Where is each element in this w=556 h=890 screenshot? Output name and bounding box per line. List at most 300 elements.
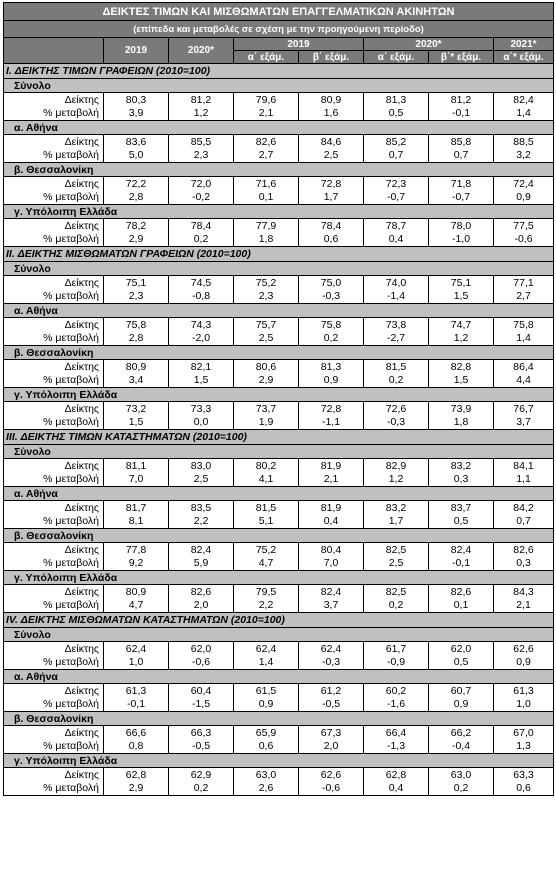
value-cell bbox=[299, 177, 364, 205]
group-title: β. Θεσσαλονίκη bbox=[4, 346, 554, 360]
index-value: 84,3 bbox=[513, 585, 534, 598]
index-value: 78,2 bbox=[125, 219, 147, 232]
index-value: 83,6 bbox=[125, 135, 147, 148]
index-value: 84,2 bbox=[513, 501, 534, 514]
change-value: 1,7 bbox=[323, 190, 339, 203]
index-label: Δείκτης bbox=[64, 93, 99, 106]
index-value: 61,3 bbox=[125, 684, 147, 697]
index-value: 83,5 bbox=[190, 501, 212, 514]
group-row bbox=[4, 445, 554, 459]
index-value: 77,8 bbox=[125, 543, 147, 556]
index-value: 72,0 bbox=[190, 177, 212, 190]
index-label: Δείκτης bbox=[64, 360, 99, 373]
value-cell bbox=[364, 177, 429, 205]
change-value: -1,3 bbox=[386, 739, 406, 752]
value-cell bbox=[364, 360, 429, 388]
value-cell bbox=[494, 726, 554, 754]
index-value: 62,9 bbox=[190, 768, 212, 781]
change-value: 2,7 bbox=[258, 148, 274, 161]
change-value: 0,2 bbox=[193, 232, 209, 245]
section-row bbox=[4, 64, 554, 79]
change-value: 2,5 bbox=[258, 331, 274, 344]
value-cell bbox=[234, 276, 299, 304]
change-value: -0,7 bbox=[386, 190, 406, 203]
change-value: 0,2 bbox=[323, 331, 339, 344]
row-labels bbox=[4, 768, 104, 796]
index-value: 75,1 bbox=[450, 276, 472, 289]
table-row bbox=[4, 768, 554, 796]
index-value: 80,2 bbox=[255, 459, 277, 472]
index-value: 86,4 bbox=[513, 360, 534, 373]
value-cell bbox=[364, 684, 429, 712]
index-value: 81,5 bbox=[385, 360, 407, 373]
index-value: 78,7 bbox=[385, 219, 407, 232]
value-cell bbox=[299, 501, 364, 529]
group-row bbox=[4, 712, 554, 726]
row-labels bbox=[4, 219, 104, 247]
header-h2-2019: β΄ εξάμ. bbox=[299, 51, 364, 64]
change-value: 0,8 bbox=[128, 739, 144, 752]
value-cell bbox=[234, 177, 299, 205]
group-title: α. Αθήνα bbox=[4, 121, 554, 135]
change-value: 0,4 bbox=[388, 232, 404, 245]
index-value: 62,8 bbox=[125, 768, 147, 781]
change-value: 1,0 bbox=[128, 655, 144, 668]
index-value: 60,7 bbox=[450, 684, 472, 697]
index-value: 81,7 bbox=[125, 501, 147, 514]
group-row bbox=[4, 262, 554, 276]
change-value: 2,2 bbox=[258, 598, 274, 611]
index-value: 82,5 bbox=[385, 585, 407, 598]
value-cell bbox=[169, 768, 234, 796]
value-cell bbox=[364, 726, 429, 754]
table-row bbox=[4, 219, 554, 247]
index-value: 82,5 bbox=[385, 543, 407, 556]
header-row-years bbox=[4, 38, 554, 51]
index-label: Δείκτης bbox=[64, 684, 99, 697]
group-title: β. Θεσσαλονίκη bbox=[4, 163, 554, 177]
change-value: 2,5 bbox=[193, 472, 209, 485]
value-cell bbox=[104, 642, 169, 670]
table-body bbox=[4, 3, 554, 796]
table-row bbox=[4, 135, 554, 163]
value-cell bbox=[104, 543, 169, 571]
index-value: 75,8 bbox=[125, 318, 147, 331]
header-half-2020: 2020* bbox=[364, 38, 494, 51]
change-value: 0,9 bbox=[453, 697, 469, 710]
index-value: 75,2 bbox=[255, 543, 277, 556]
index-label: Δείκτης bbox=[64, 501, 99, 514]
change-value: 0,9 bbox=[516, 190, 531, 203]
index-value: 65,9 bbox=[255, 726, 277, 739]
group-title: β. Θεσσαλονίκη bbox=[4, 712, 554, 726]
change-value: 0,6 bbox=[258, 739, 274, 752]
value-cell bbox=[429, 360, 494, 388]
change-value: 2,5 bbox=[323, 148, 339, 161]
index-value: 74,7 bbox=[450, 318, 472, 331]
index-value: 62,8 bbox=[385, 768, 407, 781]
value-cell bbox=[299, 642, 364, 670]
index-value: 63,0 bbox=[255, 768, 277, 781]
change-value: -0,3 bbox=[386, 415, 406, 428]
value-cell bbox=[169, 276, 234, 304]
value-cell bbox=[169, 459, 234, 487]
index-value: 81,1 bbox=[125, 459, 147, 472]
change-value: 1,4 bbox=[516, 331, 531, 344]
change-value: 0,5 bbox=[453, 655, 469, 668]
value-cell bbox=[169, 642, 234, 670]
change-value: 0,4 bbox=[323, 514, 339, 527]
value-cell bbox=[104, 459, 169, 487]
change-value: -0,4 bbox=[451, 739, 471, 752]
group-row bbox=[4, 205, 554, 219]
value-cell bbox=[169, 360, 234, 388]
change-value: 2,0 bbox=[323, 739, 339, 752]
index-value: 61,2 bbox=[320, 684, 342, 697]
index-value: 73,3 bbox=[190, 402, 212, 415]
change-value: 0,9 bbox=[258, 697, 274, 710]
header-half-2019: 2019 bbox=[234, 38, 364, 51]
table-row bbox=[4, 402, 554, 430]
value-cell bbox=[169, 684, 234, 712]
index-value: 82,4 bbox=[320, 585, 342, 598]
change-value: 1,6 bbox=[323, 106, 339, 119]
change-value: 5,9 bbox=[193, 556, 209, 569]
change-value: 4,4 bbox=[516, 373, 531, 386]
row-labels bbox=[4, 684, 104, 712]
index-value: 81,3 bbox=[385, 93, 407, 106]
header-h1-2020: α΄ εξάμ. bbox=[364, 51, 429, 64]
change-value: 2,1 bbox=[323, 472, 339, 485]
table-subtitle: (επίπεδα και μεταβολές σε σχέση με την προηγούμενη περίοδο) bbox=[4, 21, 554, 38]
change-value: 1,5 bbox=[453, 289, 469, 302]
row-labels bbox=[4, 459, 104, 487]
change-value: 2,1 bbox=[258, 106, 274, 119]
index-value: 80,9 bbox=[125, 360, 147, 373]
change-value: -2,0 bbox=[191, 331, 211, 344]
value-cell bbox=[429, 459, 494, 487]
value-cell bbox=[169, 501, 234, 529]
change-value: -0,1 bbox=[451, 556, 471, 569]
value-cell bbox=[364, 543, 429, 571]
group-title: γ. Υπόλοιπη Ελλάδα bbox=[4, 205, 554, 219]
value-cell bbox=[234, 93, 299, 121]
change-label: % μεταβολή bbox=[43, 148, 99, 161]
change-value: 1,4 bbox=[516, 106, 531, 119]
value-cell bbox=[104, 177, 169, 205]
value-cell bbox=[429, 276, 494, 304]
change-value: 0,2 bbox=[453, 781, 469, 794]
group-row bbox=[4, 670, 554, 684]
section-row bbox=[4, 247, 554, 262]
table-row bbox=[4, 360, 554, 388]
row-labels bbox=[4, 360, 104, 388]
change-value: 1,8 bbox=[258, 232, 274, 245]
change-value: -0,1 bbox=[451, 106, 471, 119]
header-blank bbox=[4, 38, 104, 64]
change-value: 3,4 bbox=[128, 373, 144, 386]
section-row bbox=[4, 613, 554, 628]
value-cell bbox=[494, 318, 554, 346]
change-label: % μεταβολή bbox=[43, 232, 99, 245]
index-value: 62,0 bbox=[190, 642, 212, 655]
value-cell bbox=[299, 318, 364, 346]
index-value: 73,9 bbox=[450, 402, 472, 415]
value-cell bbox=[364, 276, 429, 304]
value-cell bbox=[234, 318, 299, 346]
group-row bbox=[4, 79, 554, 93]
table-row bbox=[4, 501, 554, 529]
index-value: 61,7 bbox=[385, 642, 407, 655]
value-cell bbox=[234, 585, 299, 613]
group-row bbox=[4, 304, 554, 318]
row-labels bbox=[4, 642, 104, 670]
index-value: 60,2 bbox=[385, 684, 407, 697]
value-cell bbox=[494, 642, 554, 670]
index-value: 60,4 bbox=[190, 684, 212, 697]
index-value: 82,4 bbox=[513, 93, 534, 106]
change-value: 0,9 bbox=[323, 373, 339, 386]
value-cell bbox=[494, 543, 554, 571]
change-value: -0,6 bbox=[191, 655, 211, 668]
index-value: 82,4 bbox=[190, 543, 212, 556]
index-value: 81,5 bbox=[255, 501, 277, 514]
change-label: % μεταβολή bbox=[43, 472, 99, 485]
group-row bbox=[4, 628, 554, 642]
value-cell bbox=[429, 726, 494, 754]
row-labels bbox=[4, 501, 104, 529]
index-value: 81,9 bbox=[320, 501, 342, 514]
value-cell bbox=[299, 360, 364, 388]
index-value: 81,3 bbox=[320, 360, 342, 373]
value-cell bbox=[494, 501, 554, 529]
change-value: 4,1 bbox=[258, 472, 274, 485]
header-year-2020: 2020* bbox=[169, 38, 234, 64]
value-cell bbox=[104, 318, 169, 346]
table-title: ΔΕΙΚΤΕΣ ΤΙΜΩΝ ΚΑΙ ΜΙΣΘΩΜΑΤΩΝ ΕΠΑΓΓΕΛΜΑΤΙΚΩΝ ΑΚΙΝΗΤΩΝ bbox=[4, 3, 554, 21]
value-cell bbox=[364, 219, 429, 247]
change-label: % μεταβολή bbox=[43, 697, 99, 710]
change-value: 4,7 bbox=[128, 598, 144, 611]
value-cell bbox=[494, 360, 554, 388]
change-value: 0,9 bbox=[516, 655, 531, 668]
value-cell bbox=[299, 219, 364, 247]
index-value: 85,5 bbox=[190, 135, 212, 148]
value-cell bbox=[364, 768, 429, 796]
index-value: 80,9 bbox=[125, 585, 147, 598]
change-value: 0,2 bbox=[193, 781, 209, 794]
value-cell bbox=[169, 543, 234, 571]
index-value: 84,1 bbox=[513, 459, 534, 472]
index-value: 62,6 bbox=[320, 768, 342, 781]
change-value: -0,6 bbox=[514, 232, 533, 245]
value-cell bbox=[429, 501, 494, 529]
change-label: % μεταβολή bbox=[43, 331, 99, 344]
value-cell bbox=[364, 501, 429, 529]
value-cell bbox=[429, 93, 494, 121]
value-cell bbox=[169, 585, 234, 613]
index-value: 72,4 bbox=[513, 177, 534, 190]
index-value: 66,6 bbox=[125, 726, 147, 739]
table-row bbox=[4, 642, 554, 670]
index-value: 83,7 bbox=[450, 501, 472, 514]
change-value: 2,6 bbox=[258, 781, 274, 794]
value-cell bbox=[234, 219, 299, 247]
section-title: II. ΔΕΙΚΤΗΣ ΜΙΣΘΩΜΑΤΩΝ ΓΡΑΦΕΙΩΝ (2010=100) bbox=[4, 247, 554, 262]
value-cell bbox=[364, 585, 429, 613]
header-h1-2019: α΄ εξάμ. bbox=[234, 51, 299, 64]
row-labels bbox=[4, 318, 104, 346]
index-value: 80,6 bbox=[255, 360, 277, 373]
row-labels bbox=[4, 402, 104, 430]
value-cell bbox=[234, 684, 299, 712]
table-row bbox=[4, 543, 554, 571]
index-value: 81,9 bbox=[320, 459, 342, 472]
change-label: % μεταβολή bbox=[43, 415, 99, 428]
value-cell bbox=[494, 684, 554, 712]
index-value: 82,6 bbox=[513, 543, 534, 556]
group-title: β. Θεσσαλονίκη bbox=[4, 529, 554, 543]
value-cell bbox=[429, 585, 494, 613]
index-value: 80,9 bbox=[320, 93, 342, 106]
index-value: 82,1 bbox=[190, 360, 212, 373]
index-value: 74,3 bbox=[190, 318, 212, 331]
index-label: Δείκτης bbox=[64, 219, 99, 232]
change-value: 0,3 bbox=[516, 556, 531, 569]
index-label: Δείκτης bbox=[64, 402, 99, 415]
value-cell bbox=[104, 360, 169, 388]
change-value: 0,5 bbox=[453, 514, 469, 527]
section-row bbox=[4, 430, 554, 445]
index-value: 63,3 bbox=[513, 768, 534, 781]
index-value: 83,0 bbox=[190, 459, 212, 472]
value-cell bbox=[169, 177, 234, 205]
change-label: % μεταβολή bbox=[43, 373, 99, 386]
change-value: 1,1 bbox=[516, 472, 531, 485]
group-title: γ. Υπόλοιπη Ελλάδα bbox=[4, 571, 554, 585]
index-value: 62,4 bbox=[125, 642, 147, 655]
section-title: I. ΔΕΙΚΤΗΣ ΤΙΜΩΝ ΓΡΑΦΕΙΩΝ (2010=100) bbox=[4, 64, 554, 79]
value-cell bbox=[494, 219, 554, 247]
index-value: 62,4 bbox=[255, 642, 277, 655]
change-value: 2,5 bbox=[388, 556, 404, 569]
change-value: 7,0 bbox=[128, 472, 144, 485]
change-value: 0,6 bbox=[323, 232, 339, 245]
change-value: -0,5 bbox=[321, 697, 341, 710]
change-value: -1,1 bbox=[321, 415, 341, 428]
change-label: % μεταβολή bbox=[43, 106, 99, 119]
index-value: 75,8 bbox=[513, 318, 534, 331]
value-cell bbox=[364, 642, 429, 670]
change-value: 1,8 bbox=[453, 415, 469, 428]
group-title: α. Αθήνα bbox=[4, 487, 554, 501]
value-cell bbox=[299, 726, 364, 754]
change-value: -2,7 bbox=[386, 331, 406, 344]
value-cell bbox=[429, 768, 494, 796]
index-value: 72,3 bbox=[385, 177, 407, 190]
change-value: 8,1 bbox=[128, 514, 144, 527]
index-value: 79,6 bbox=[255, 93, 277, 106]
index-value: 88,5 bbox=[513, 135, 534, 148]
value-cell bbox=[364, 135, 429, 163]
index-value: 78,4 bbox=[320, 219, 342, 232]
value-cell bbox=[234, 360, 299, 388]
row-labels bbox=[4, 585, 104, 613]
change-value: -0,3 bbox=[321, 289, 341, 302]
header-half-2021: 2021* bbox=[494, 38, 554, 51]
change-value: -0,8 bbox=[191, 289, 211, 302]
value-cell bbox=[234, 402, 299, 430]
change-value: -0,5 bbox=[191, 739, 211, 752]
change-value: 1,2 bbox=[388, 472, 404, 485]
change-label: % μεταβολή bbox=[43, 556, 99, 569]
value-cell bbox=[169, 135, 234, 163]
table-row bbox=[4, 177, 554, 205]
change-value: 4,7 bbox=[258, 556, 274, 569]
change-value: 1,4 bbox=[258, 655, 274, 668]
index-value: 72,6 bbox=[385, 402, 407, 415]
change-value: 0,4 bbox=[388, 781, 404, 794]
index-value: 80,3 bbox=[125, 93, 147, 106]
change-value: 1,0 bbox=[516, 697, 531, 710]
index-value: 71,8 bbox=[450, 177, 472, 190]
change-value: 0,7 bbox=[453, 148, 469, 161]
group-row bbox=[4, 388, 554, 402]
change-value: 2,3 bbox=[258, 289, 274, 302]
row-labels bbox=[4, 93, 104, 121]
value-cell bbox=[429, 543, 494, 571]
change-value: -1,0 bbox=[451, 232, 471, 245]
value-cell bbox=[299, 276, 364, 304]
value-cell bbox=[299, 684, 364, 712]
index-value: 85,2 bbox=[385, 135, 407, 148]
index-value: 82,4 bbox=[450, 543, 472, 556]
group-title: γ. Υπόλοιπη Ελλάδα bbox=[4, 754, 554, 768]
value-cell bbox=[299, 93, 364, 121]
group-row bbox=[4, 346, 554, 360]
index-value: 66,3 bbox=[190, 726, 212, 739]
table-row bbox=[4, 684, 554, 712]
index-value: 66,2 bbox=[450, 726, 472, 739]
index-label: Δείκτης bbox=[64, 318, 99, 331]
index-value: 75,1 bbox=[125, 276, 147, 289]
change-value: 0,6 bbox=[516, 781, 531, 794]
value-cell bbox=[104, 93, 169, 121]
index-value: 74,5 bbox=[190, 276, 212, 289]
section-title: IV. ΔΕΙΚΤΗΣ ΜΙΣΘΩΜΑΤΩΝ ΚΑΤΑΣΤΗΜΑΤΩΝ (2010=100) bbox=[4, 613, 554, 628]
value-cell bbox=[299, 543, 364, 571]
change-value: 2,9 bbox=[128, 232, 144, 245]
index-value: 73,2 bbox=[125, 402, 147, 415]
value-cell bbox=[494, 585, 554, 613]
change-value: 1,3 bbox=[516, 739, 531, 752]
value-cell bbox=[299, 585, 364, 613]
index-value: 72,8 bbox=[320, 177, 342, 190]
change-value: 3,7 bbox=[323, 598, 339, 611]
index-value: 62,0 bbox=[450, 642, 472, 655]
change-value: -1,5 bbox=[191, 697, 211, 710]
group-row bbox=[4, 754, 554, 768]
change-value: -0,6 bbox=[321, 781, 341, 794]
change-label: % μεταβολή bbox=[43, 289, 99, 302]
change-value: 1,9 bbox=[258, 415, 274, 428]
change-value: 0,5 bbox=[388, 106, 404, 119]
index-value: 74,0 bbox=[385, 276, 407, 289]
value-cell bbox=[234, 135, 299, 163]
value-cell bbox=[104, 135, 169, 163]
change-value: -0,7 bbox=[451, 190, 471, 203]
index-value: 82,6 bbox=[450, 585, 472, 598]
